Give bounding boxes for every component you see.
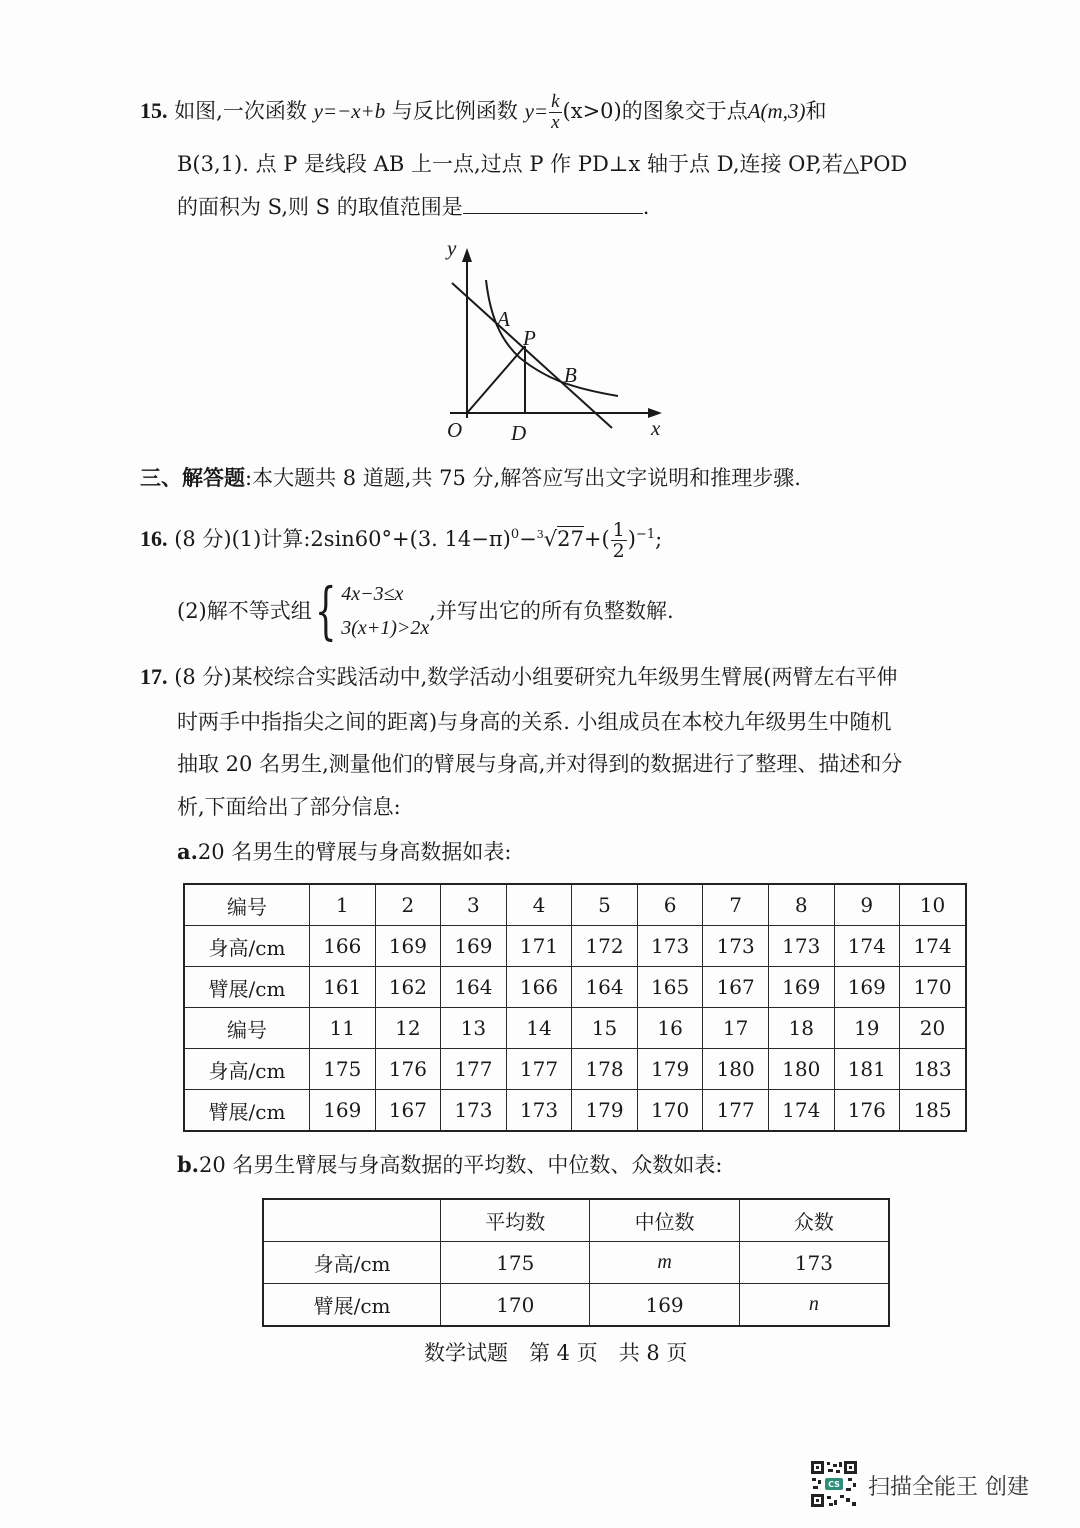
y-axis-arrow-icon [462,248,472,262]
left-brace-icon: { [314,574,337,647]
q16-part2: (2)解不等式组 { 4x−3≤x 3(x+1)>2x ,并写出它的所有负整数解. [177,574,674,647]
segment-OP [467,346,525,413]
label-y: y [447,236,457,260]
cube-root-symbol: √ [543,527,558,551]
data-table-a [183,883,967,1132]
label-x: x [651,416,661,440]
answer-blank[interactable] [463,195,643,214]
table-row: 平均数 中位数 众数 [263,1199,889,1242]
table-row: 编号 1 2 3 4 5 6 7 8 9 10 [184,884,966,926]
q15-line2: B(3,1). 点 P 是线段 AB 上一点,过点 P 作 PD⊥x 轴于点 D,连接 OP,若△POD [177,152,908,176]
section-heading: 三、解答题:本大题共 8 道题,共 75 分,解答应写出文字说明和推理步骤. [140,465,801,490]
q17-number: 17. [140,664,168,689]
stats-table-b [262,1198,890,1327]
label-D: D [511,421,527,445]
linear-function-line [452,283,612,428]
table-row: 臂展/cm 161 162 164 166 164 165 167 169 169 170 [184,967,966,1008]
q17-line3: 抽取 20 名男生,测量他们的臂展与身高,并对得到的数据进行了整理、描述和分 [177,752,903,776]
fraction-one-half: $\frac{1}{2}$ [612,519,625,562]
q17-line2: 时两手中指指尖之间的距离)与身高的关系. 小组成员在本校九年级男生中随机 [177,710,892,734]
q15-line1: 15. 如图,一次函数 y=−x+b 与反比例函数 y= $\frac{k}{x}$ (x>0)的图象交于点A(m,3)和 [140,91,827,133]
label-O: O [447,418,463,442]
fraction-k-over-x: $\frac{k}{x}$ [551,91,560,133]
inverse-function-curve [486,280,618,396]
table-row: 身高/cm 175 m 173 [263,1242,889,1284]
q17-line4: 析,下面给出了部分信息: [177,795,401,819]
q17-line1: 17. (8 分)某校综合实践活动中,数学活动小组要研究九年级男生臂展(两臂左右平伸 [140,664,898,689]
q15-line3: 的面积为 S,则 S 的取值范围是 . [177,195,650,219]
label-B: B [564,363,577,387]
q16-number: 16. [140,526,168,551]
table-row: 臂展/cm 169 167 173 173 179 170 177 174 176 185 [184,1090,966,1132]
qr-code-icon [810,1460,858,1508]
table-row: 身高/cm 175 176 177 177 178 179 180 180 181 183 [184,1049,966,1090]
inequality-system: 4x−3≤x 3(x+1)>2x [341,583,430,639]
table-row: 臂展/cm 170 169 n [263,1284,889,1327]
table-row: 编号 11 12 13 14 15 16 17 18 19 20 [184,1008,966,1049]
label-A: A [497,307,510,331]
q17-a-caption: a.20 名男生的臂展与身高数据如表: [177,839,512,864]
q15-number: 15. [140,98,168,123]
watermark-text: 扫描全能王 创建 [868,1475,1029,1500]
q15-figure [430,230,680,450]
q16-part1: 16. (8 分)(1)计算:2sin60°+(3. 14−π)$^0$−$^3$√27+( $\frac{1}{2}$ )$^{-1}$; [140,519,663,562]
page-footer: 数学试题 第 4 页 共 8 页 [424,1341,688,1365]
q17-b-caption: b.20 名男生臂展与身高数据的平均数、中位数、众数如表: [177,1152,723,1177]
table-row: 身高/cm 166 169 169 171 172 173 173 173 174 174 [184,926,966,967]
label-P: P [523,326,536,350]
svg-text:CS: CS [828,1480,840,1489]
